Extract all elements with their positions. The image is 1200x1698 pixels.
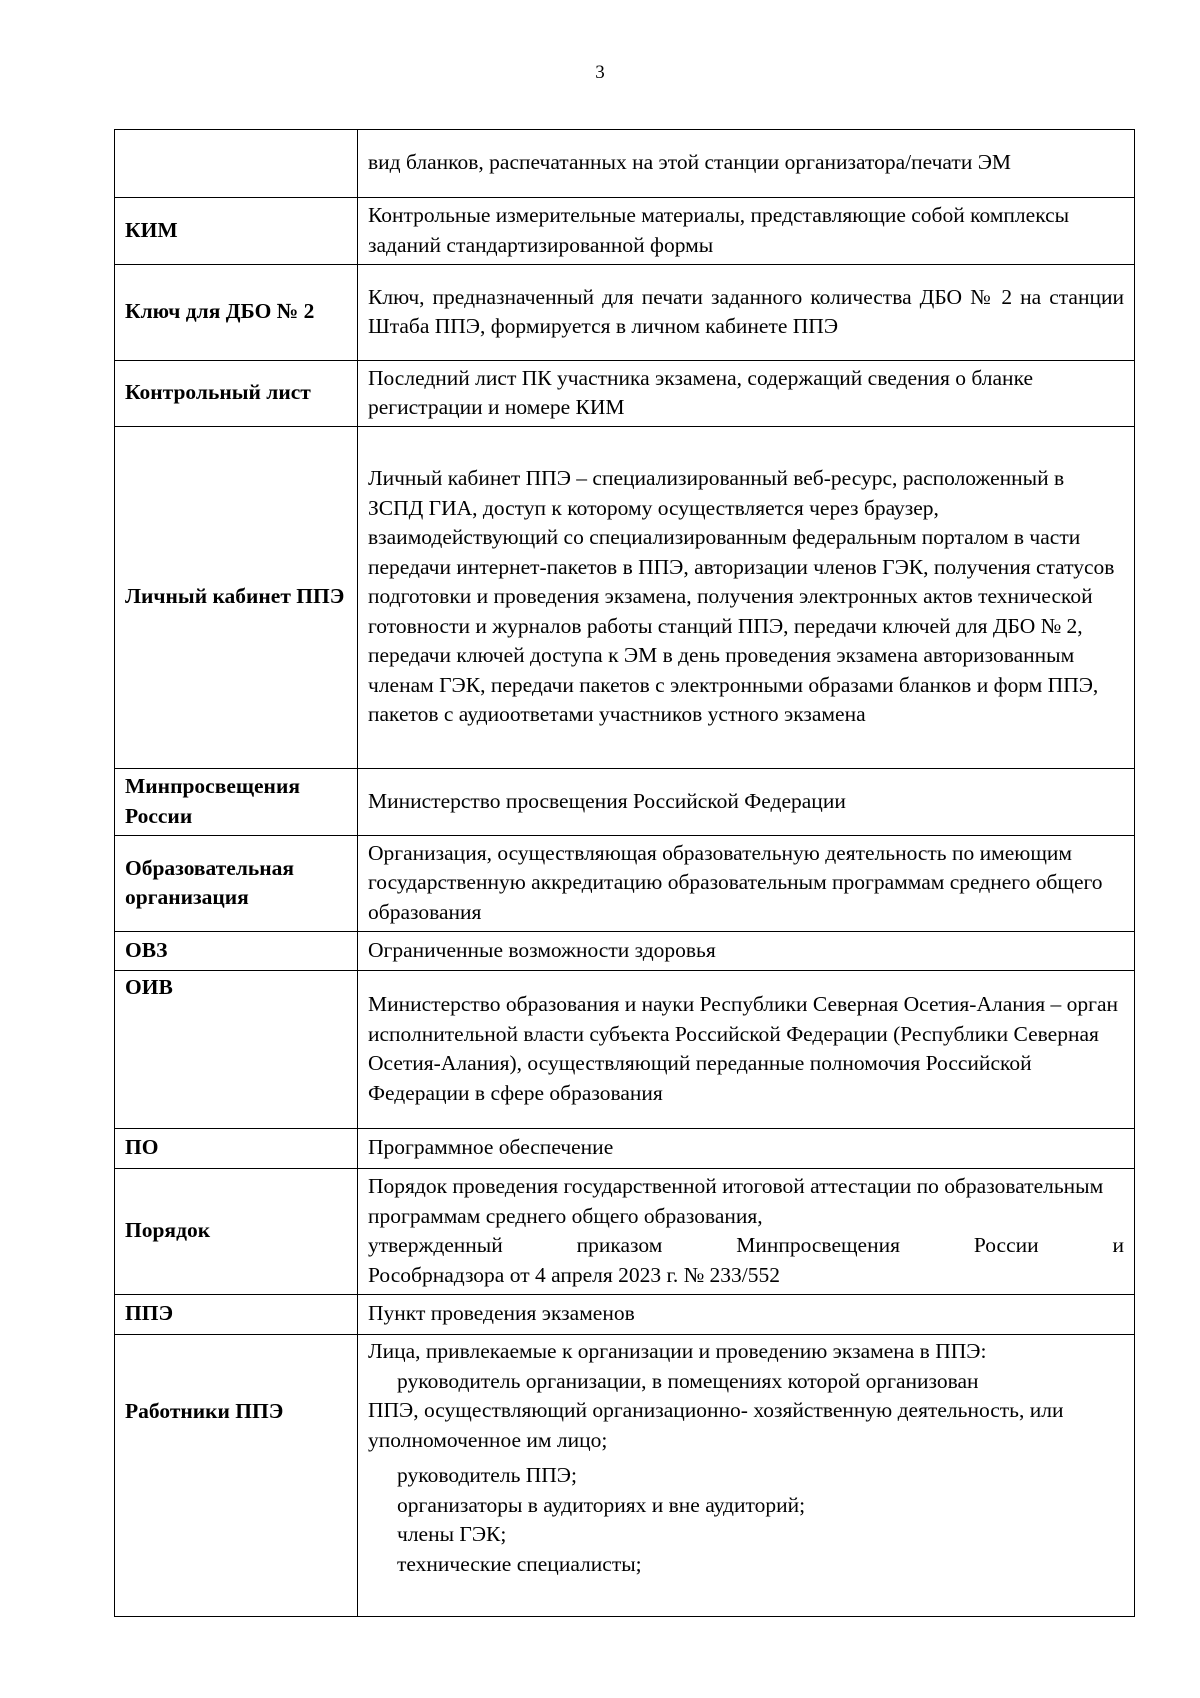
table-row	[115, 836, 1135, 932]
definition-line: Рособрнадзора от 4 апреля 2023 г. № 233/552	[368, 1262, 781, 1287]
term-cell: Минпросвещения России	[115, 769, 358, 836]
definition-cell: Программное обеспечение	[358, 1129, 1135, 1169]
table-row	[115, 1129, 1135, 1169]
table-row	[115, 1295, 1135, 1335]
term-cell: КИМ	[115, 198, 358, 265]
table-row	[115, 198, 1135, 265]
definition-cell: Министерство просвещения Российской Федерации	[358, 769, 1135, 836]
list-item: технические специалисты;	[397, 1551, 642, 1576]
term-cell: Образовательная организация	[115, 836, 358, 932]
definition-cell: Личный кабинет ППЭ – специализированный веб-ресурс, расположенный в ЗСПД ГИА, доступ к которому осуществляется через браузер, взаимодействующий со специализированным федеральным порталом в части передачи интернет-пакетов в ППЭ, авторизации членов ГЭК, получения статусов подготовки и проведения экзамена, получения электронных актов технической готовности и журналов работы станций ППЭ, передачи ключей для ДБО № 2, передачи ключей доступа к ЭМ в день проведения экзамена авторизованным членам ГЭК, передачи пакетов с электронными образами бланков и форм ППЭ, пакетов с аудиоответами участников устного экзамена	[358, 427, 1135, 769]
list-item: руководитель ППЭ;	[397, 1463, 577, 1487]
definition-cell: Министерство образования и науки Республики Северная Осетия-Алания – орган исполнительной власти субъекта Российской Федерации (Республики Северная Осетия-Алания), осуществляющий переданные полномочия Российской Федерации в сфере образования	[358, 971, 1135, 1129]
definition-cell: Ограниченные возможности здоровья	[358, 932, 1135, 971]
list-item: организаторы в аудиториях и вне аудиторий;	[397, 1492, 806, 1517]
list-item: члены ГЭК;	[397, 1522, 507, 1546]
definition-cell: Пункт проведения экзаменов	[358, 1295, 1135, 1335]
table-row	[115, 1169, 1135, 1295]
term-cell: ОИВ	[115, 971, 358, 1129]
table-row	[115, 769, 1135, 836]
definition-intro: Лица, привлекаемые к организации и проведению экзамена в ППЭ:	[368, 1339, 987, 1363]
table-row	[115, 427, 1135, 769]
definition-cell: Ключ, предназначенный для печати заданного количества ДБО № 2 на станции Штаба ППЭ, формируется в личном кабинете ППЭ	[358, 265, 1135, 361]
list-item: ППЭ, осуществляющий организационно- хозяйственную деятельность, или уполномоченное им лицо;	[368, 1398, 1064, 1452]
term-label: Работники ППЭ	[125, 1399, 284, 1423]
table-row	[115, 361, 1135, 427]
definition-line: Порядок проведения государственной итоговой аттестации по образовательным программам среднего общего образования,	[368, 1174, 1104, 1228]
term-cell: ППЭ	[115, 1295, 358, 1335]
table-row	[115, 265, 1135, 361]
term-cell: Контрольный лист	[115, 361, 358, 427]
term-cell: Личный кабинет ППЭ	[115, 427, 358, 769]
definition-cell: Организация, осуществляющая образовательную деятельность по имеющим государственную аккредитацию образовательным программам среднего общего образования	[358, 836, 1135, 932]
abbreviations-table	[114, 129, 1135, 1617]
definition-cell: Последний лист ПК участника экзамена, содержащий сведения о бланке регистрации и номере КИМ	[358, 361, 1135, 427]
table-row	[115, 932, 1135, 971]
table-row	[115, 130, 1135, 198]
definition-cell	[358, 1335, 1135, 1617]
definition-cell	[358, 1169, 1135, 1295]
definition-cell: вид бланков, распечатанных на этой станции организатора/печати ЭМ	[358, 130, 1135, 198]
term-cell	[115, 1335, 358, 1617]
definition-cell: Контрольные измерительные материалы, представляющие собой комплексы заданий стандартизированной формы	[358, 198, 1135, 265]
definition-line: утвержденный приказом Минпросвещения России и	[368, 1233, 1124, 1257]
term-cell: ПО	[115, 1129, 358, 1169]
term-cell	[115, 130, 358, 198]
term-cell: Порядок	[115, 1169, 358, 1295]
table-row	[115, 1335, 1135, 1617]
term-cell: ОВЗ	[115, 932, 358, 971]
list-item: руководитель организации, в помещениях которой организован	[397, 1368, 979, 1393]
term-cell: Ключ для ДБО № 2	[115, 265, 358, 361]
table-row	[115, 971, 1135, 1129]
page-number: 3	[595, 62, 605, 83]
